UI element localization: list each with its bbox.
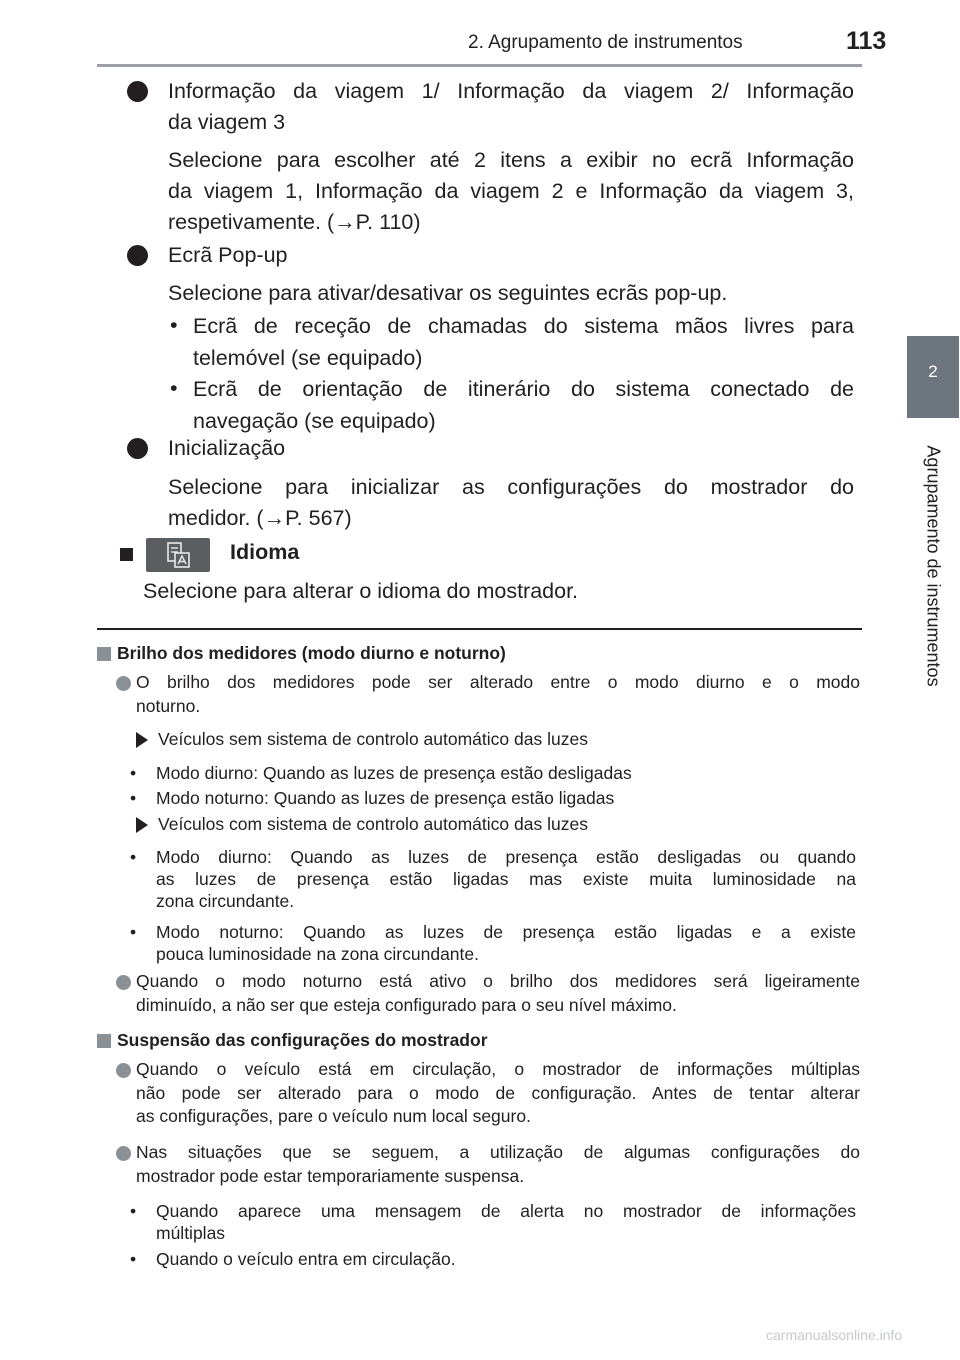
language-settings-icon [146,538,210,572]
section-title-suspension: Suspensão das configurações do mostrador [117,1030,488,1050]
case-no-auto-lights: Veículos sem sistema de controlo automático das luzes [158,729,588,749]
sub-bullet-marker: • [170,376,178,400]
section-square-icon [97,1034,111,1048]
section-square-icon [97,647,111,661]
triangle-marker-icon [136,817,148,833]
page-number: 113 [846,27,887,55]
item-trip-info-desc: Selecione para escolher até 2 itens a exibir no ecrã Informação da viagem 1, Informação da viagem 2 e Informação da viagem 3, respetivamente. (→P. 110) [168,148,854,234]
grey-dot-icon [116,676,131,691]
language-desc: Selecione para alterar o idioma do mostrador. [143,579,579,603]
running-header-title: 2. Agrupamento de instrumentos [468,32,743,53]
grey-dot-icon [116,975,131,990]
bullet-dot-icon [127,245,148,266]
item-init-title: Inicialização [168,436,286,460]
sub-bullet-marker: • [170,313,178,337]
language-title: Idioma [230,540,300,564]
chapter-tab [907,336,959,418]
bullet-dot-icon [127,438,148,459]
item-popup-title: Ecrã Pop-up [168,243,288,267]
chapter-label: Agrupamento de instrumentos [923,445,944,687]
section-title-brightness: Brilho dos medidores (modo diurno e noturno) [117,643,506,663]
case-auto-lights: Veículos com sistema de controlo automático das luzes [158,814,588,834]
bullet-dot-icon [127,81,148,102]
item-popup-desc: Selecione para ativar/desativar os seguintes ecrãs pop-up. [168,281,728,305]
section-divider [97,628,862,630]
brightness-para-2: Quando o modo noturno está ativo o brilho dos medidores será ligeiramente diminuído, a não ser que esteja configurado para o seu nível máximo. [136,971,860,1015]
suspension-para-2: Nas situações que se seguem, a utilização de algumas configurações do mostrador pode estar temporariamente suspensa. [136,1142,860,1186]
grey-dot-icon [116,1146,131,1161]
watermark: carmanualsonline.info [766,1327,903,1343]
item-trip-info-title: Informação da viagem 1/ Informação da viagem 2/ Informação da viagem 3 [168,79,854,134]
section-square-icon [120,548,133,561]
popup-option-handsfree: Ecrã de receção de chamadas do sistema mãos livres para telemóvel (se equipado) [193,314,854,370]
suspension-para-1: Quando o veículo está em circulação, o mostrador de informações múltiplas não pode ser alterado para o modo de configuração. Antes de tentar alterar as configurações, pare o veículo num local seguro. [136,1059,860,1126]
brightness-para-1: O brilho dos medidores pode ser alterado entre o modo diurno e o modo noturno. [136,672,860,716]
grey-dot-icon [116,1063,131,1078]
chapter-number: 2 [928,362,938,381]
item-init-desc: Selecione para inicializar as configurações do mostrador do medidor. (→P. 567) [168,475,854,530]
header-divider [97,64,862,67]
popup-option-navigation: Ecrã de orientação de itinerário do sistema conectado de navegação (se equipado) [193,377,854,433]
triangle-marker-icon [136,732,148,748]
